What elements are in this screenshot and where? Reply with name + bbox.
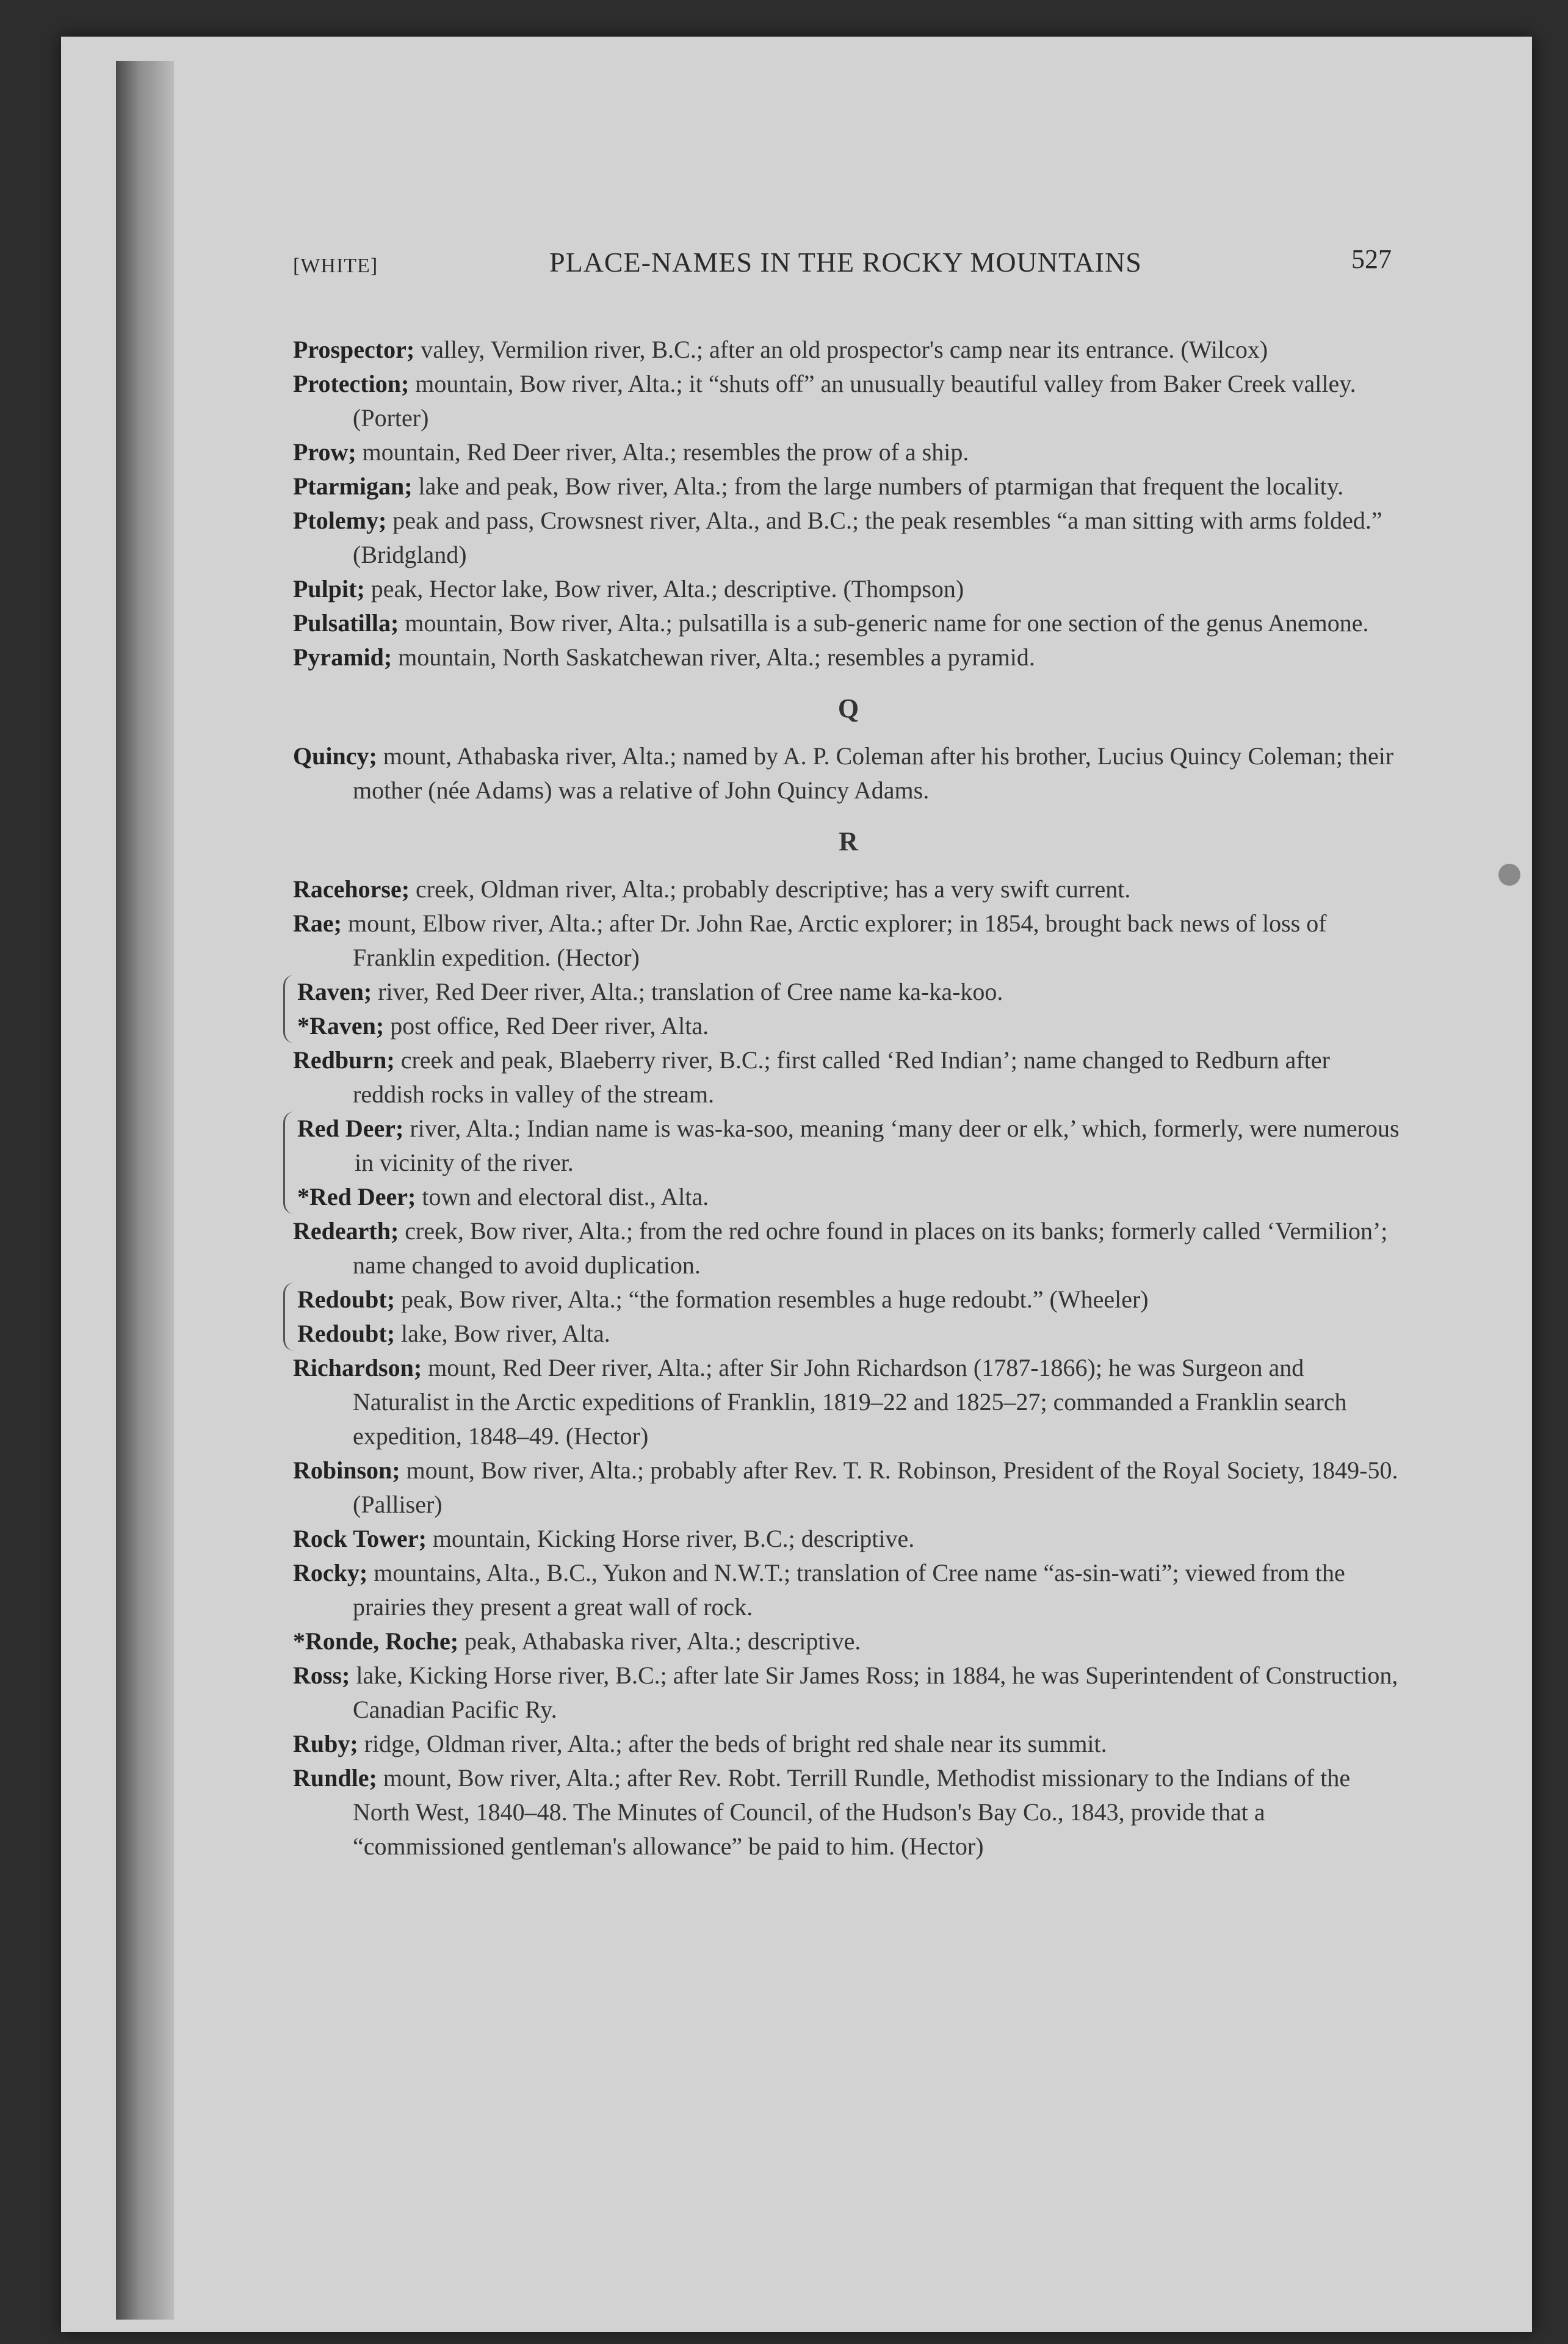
entry-redburn	[293, 1043, 1404, 1112]
entry-text: lake, Bow river, Alta.	[395, 1320, 610, 1347]
entry-quincy	[293, 739, 1404, 808]
entry-head: Redburn;	[293, 1046, 395, 1074]
entry-ptolemy	[293, 504, 1404, 572]
entry-head: Prospector;	[293, 336, 415, 363]
book-gutter	[116, 61, 174, 2320]
entry-text: mountain, Red Deer river, Alta.; resembles the prow of a ship.	[356, 438, 969, 466]
entry-pyramid	[293, 640, 1404, 675]
entry-head: Ptolemy;	[293, 507, 387, 534]
entry-text: peak, Bow river, Alta.; “the formation resembles a huge redoubt.” (Wheeler)	[395, 1286, 1149, 1313]
entry-text: mount, Elbow river, Alta.; after Dr. John Rae, Arctic explorer; in 1854, brought back news of loss of Franklin expedition. (Hector)	[341, 910, 1327, 971]
entry-text: town and electoral dist., Alta.	[416, 1183, 709, 1210]
entry-text: creek and peak, Blaeberry river, B.C.; first called ‘Red Indian’; name changed to Redburn after reddish rocks in valley of the stream.	[353, 1046, 1330, 1108]
bracket-group-red-deer	[283, 1112, 1404, 1214]
entry-head: Redearth;	[293, 1217, 399, 1245]
entry-rae	[293, 906, 1404, 975]
entry-ruby	[293, 1727, 1404, 1761]
entry-rock-tower	[293, 1522, 1404, 1556]
entry-head: Pyramid;	[293, 643, 392, 671]
entry-head: *Ronde, Roche;	[293, 1627, 459, 1655]
entry-text: creek, Oldman river, Alta.; probably descriptive; has a very swift current.	[410, 875, 1131, 903]
entry-text: mountain, North Saskatchewan river, Alta.; resembles a pyramid.	[392, 643, 1035, 671]
entry-ross	[293, 1659, 1404, 1727]
entry-text: mountain, Bow river, Alta.; pulsatilla is a sub-generic name for one section of the genus Anemone.	[399, 609, 1369, 637]
gazetteer-text	[293, 333, 1404, 1864]
entry-racehorse	[293, 872, 1404, 906]
entry-pulpit	[293, 572, 1404, 606]
entry-text: river, Alta.; Indian name is was-ka-soo, meaning ‘many deer or elk,’ which, formerly, were numerous in vicinity of the river.	[355, 1115, 1400, 1176]
entry-text: peak and pass, Crowsnest river, Alta., and B.C.; the peak resembles “a man sitting with arms folded.” (Bridgland)	[353, 507, 1382, 568]
page-header	[293, 241, 1392, 290]
header-author-tag: [WHITE]	[293, 255, 378, 277]
entry-head: *Red Deer;	[297, 1183, 416, 1210]
entry-head: *Raven;	[297, 1012, 385, 1040]
entry-ronde-roche	[293, 1624, 1404, 1659]
entry-text: peak, Hector lake, Bow river, Alta.; descriptive. (Thompson)	[364, 575, 964, 602]
entry-redoubt-peak	[297, 1282, 1404, 1317]
entry-head: Redoubt;	[297, 1286, 396, 1313]
running-title: PLACE-NAMES IN THE ROCKY MOUNTAINS	[549, 247, 1142, 278]
entry-head: Prow;	[293, 438, 356, 466]
section-letter-r: R	[839, 827, 858, 856]
entry-rocky	[293, 1556, 1404, 1624]
entry-robinson	[293, 1453, 1404, 1522]
entry-redoubt-lake	[297, 1317, 1404, 1351]
entry-head: Quincy;	[293, 742, 377, 770]
entry-head: Rocky;	[293, 1559, 368, 1586]
entry-head: Ross;	[293, 1662, 350, 1689]
entry-richardson	[293, 1351, 1404, 1453]
entry-pulsatilla	[293, 606, 1404, 640]
entry-redearth	[293, 1214, 1404, 1282]
entry-text: mountain, Bow river, Alta.; it “shuts off” an unusually beautiful valley from Baker Creek valley. (Porter)	[353, 370, 1356, 432]
entry-raven	[297, 975, 1404, 1009]
entry-head: Protection;	[293, 370, 410, 397]
entry-head: Rundle;	[293, 1764, 377, 1792]
entry-head: Pulpit;	[293, 575, 365, 602]
page-number: 527	[1351, 244, 1392, 274]
entry-prow	[293, 435, 1404, 469]
entry-prospector	[293, 333, 1404, 367]
bracket-group-redoubt	[283, 1282, 1404, 1351]
entry-text: ridge, Oldman river, Alta.; after the beds of bright red shale near its summit.	[358, 1730, 1107, 1757]
entry-red-deer-town	[297, 1180, 1404, 1214]
entry-head: Redoubt;	[297, 1320, 396, 1347]
entry-head: Pulsatilla;	[293, 609, 399, 637]
entry-text: mount, Athabaska river, Alta.; named by A. P. Coleman after his brother, Lucius Quincy Coleman; their mother (née Adams) was a relative of John Quincy Adams.	[353, 742, 1394, 804]
entry-text: mount, Bow river, Alta.; after Rev. Robt. Terrill Rundle, Methodist missionary to the Indians of the North West, 1840–48. The Minutes of Council, of the Hudson's Bay Co., 1843, provide that a “commissioned gentleman's allowance” be paid to him. (Hector)	[353, 1764, 1351, 1860]
entry-head: Ruby;	[293, 1730, 358, 1757]
entry-text: creek, Bow river, Alta.; from the red ochre found in places on its banks; formerly called ‘Vermilion’; name changed to avoid duplication.	[353, 1217, 1388, 1279]
entry-text: valley, Vermilion river, B.C.; after an old prospector's camp near its entrance. (Wilcox)	[414, 336, 1268, 363]
entry-head: Ptarmigan;	[293, 472, 413, 500]
entry-head: Raven;	[297, 978, 372, 1005]
page-hole-mark	[1498, 864, 1520, 886]
entry-red-deer	[297, 1112, 1404, 1180]
entry-text: post office, Red Deer river, Alta.	[384, 1012, 709, 1040]
entry-text: lake and peak, Bow river, Alta.; from the large numbers of ptarmigan that frequent the locality.	[412, 472, 1344, 500]
entry-text: mountains, Alta., B.C., Yukon and N.W.T.; translation of Cree name “as-sin-wati”; viewed from the prairies they present a great wall of rock.	[353, 1559, 1345, 1621]
entry-head: Richardson;	[293, 1354, 422, 1381]
entry-head: Rae;	[293, 910, 342, 937]
entry-text: mountain, Kicking Horse river, B.C.; descriptive.	[426, 1525, 915, 1552]
entry-head: Rock Tower;	[293, 1525, 427, 1552]
entry-head: Red Deer;	[297, 1115, 404, 1142]
entry-text: peak, Athabaska river, Alta.; descriptive.	[458, 1627, 861, 1655]
entry-text: lake, Kicking Horse river, B.C.; after late Sir James Ross; in 1884, he was Superintendent of Construction, Canadian Pacific Ry.	[350, 1662, 1398, 1723]
entry-head: Robinson;	[293, 1456, 400, 1484]
entry-raven-post-office	[297, 1009, 1404, 1043]
entry-protection	[293, 367, 1404, 435]
entry-text: mount, Bow river, Alta.; probably after Rev. T. R. Robinson, President of the Royal Society, 1849-50. (Palliser)	[353, 1456, 1398, 1518]
entry-rundle	[293, 1761, 1404, 1864]
bracket-group-raven	[283, 975, 1404, 1043]
scanned-page	[61, 37, 1532, 2332]
entry-ptarmigan	[293, 469, 1404, 504]
entry-head: Racehorse;	[293, 875, 410, 903]
entry-text: river, Red Deer river, Alta.; translation of Cree name ka-ka-koo.	[372, 978, 1003, 1005]
section-letter-q: Q	[837, 693, 859, 723]
entry-text: mount, Red Deer river, Alta.; after Sir John Richardson (1787-1866); he was Surgeon and Naturalist in the Arctic expeditions of Franklin, 1819–22 and 1825–27; commanded a Franklin search expedition, 1848–49. (Hector)	[353, 1354, 1347, 1450]
